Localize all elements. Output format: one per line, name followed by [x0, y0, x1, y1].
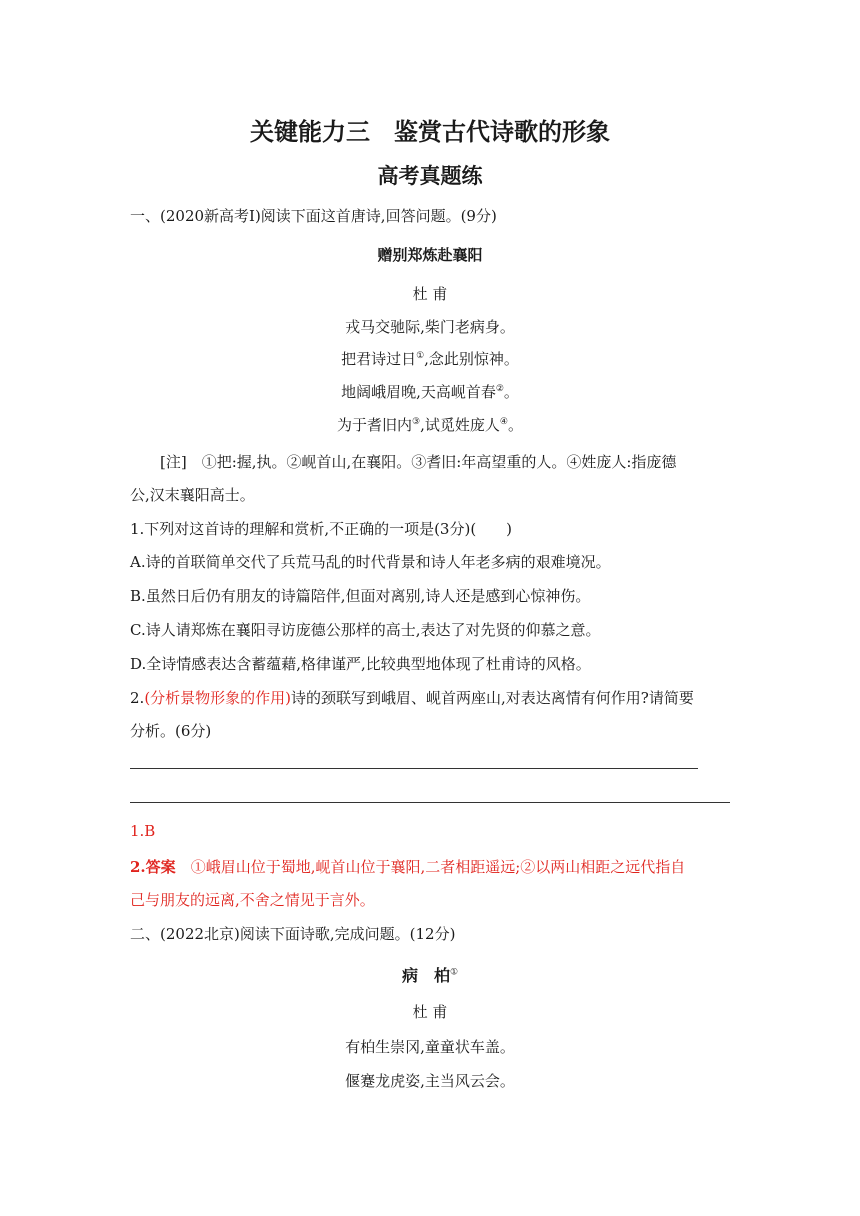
- q1-poem-line-3: 地阔峨眉晚,天高岘首春②。: [341, 383, 519, 401]
- option-d: D.全诗情感表达含蓄蕴藉,格律谨严,比较典型地体现了杜甫诗的风格。: [130, 655, 591, 673]
- answer-2-line-2: 己与朋友的远离,不舍之情见于言外。: [130, 891, 375, 909]
- answer-line-2: [130, 802, 730, 803]
- section-subtitle: 高考真题练: [377, 164, 483, 188]
- q1-poem-line-4: 为于耆旧内③,试觅姓庞人④。: [337, 416, 523, 434]
- q1-poem-line-2: 把君诗过日①,念此别惊神。: [341, 350, 519, 368]
- answer-2: 2.答案 ①峨眉山位于蜀地,岘首山位于襄阳,二者相距遥远;②以两山相距之远代指自: [130, 858, 686, 876]
- q1-intro: 一、(2020新高考Ⅰ)阅读下面这首唐诗,回答问题。(9分): [130, 207, 497, 225]
- answer-line-1: [130, 768, 698, 769]
- q2-poem-title: 病 柏①: [401, 966, 459, 985]
- q1-notes-line-1: [注] ①把:握,执。②岘首山,在襄阳。③耆旧:年高望重的人。④姓庞人:指庞德: [160, 453, 677, 471]
- q2-poem-author: 杜 甫: [412, 1003, 448, 1021]
- question-2-tag: (分析景物形象的作用): [144, 689, 292, 707]
- page-title: 关键能力三 鉴赏古代诗歌的形象: [250, 118, 610, 146]
- answer-1: 1.B: [130, 822, 156, 840]
- option-c: C.诗人请郑炼在襄阳寻访庞德公那样的高士,表达了对先贤的仰慕之意。: [130, 621, 601, 639]
- q1-poem-title: 赠别郑炼赴襄阳: [377, 246, 483, 264]
- option-a: A.诗的首联简单交代了兵荒马乱的时代背景和诗人年老多病的艰难境况。: [130, 553, 611, 571]
- q1-notes-line-2: 公,汉末襄阳高士。: [130, 486, 255, 504]
- q2-intro: 二、(2022北京)阅读下面诗歌,完成问题。(12分): [130, 925, 456, 943]
- q1-poem-author: 杜 甫: [412, 285, 448, 303]
- question-2: 2.(分析景物形象的作用)诗的颈联写到峨眉、岘首两座山,对表达离情有何作用?请简要: [130, 689, 694, 707]
- q1-poem-line-1: 戎马交驰际,柴门老病身。: [345, 318, 515, 336]
- q2-poem-line-2: 偃蹇龙虎姿,主当风云会。: [345, 1072, 515, 1090]
- question-2-line-2: 分析。(6分): [130, 722, 212, 740]
- option-b: B.虽然日后仍有朋友的诗篇陪伴,但面对离别,诗人还是感到心惊神伤。: [130, 587, 591, 605]
- question-1: 1.下列对这首诗的理解和赏析,不正确的一项是(3分)( ): [130, 520, 513, 538]
- q2-poem-line-1: 有柏生崇冈,童童状车盖。: [345, 1038, 515, 1056]
